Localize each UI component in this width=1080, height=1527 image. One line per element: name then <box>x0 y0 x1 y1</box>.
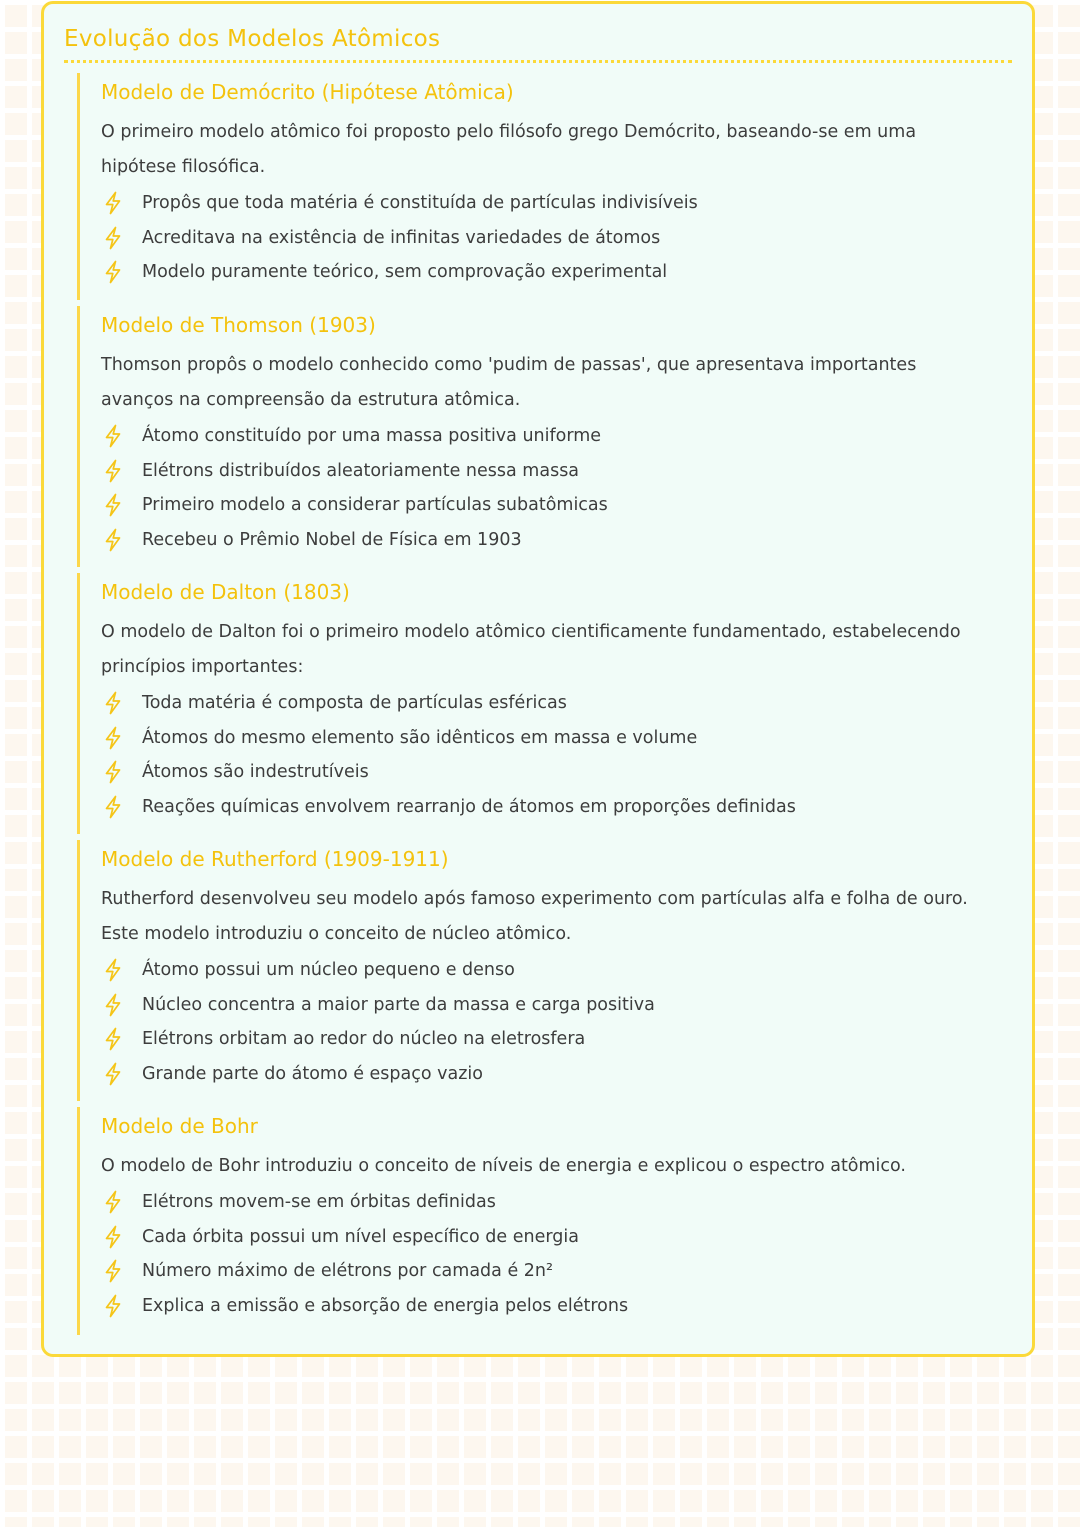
bullet-text: Átomos do mesmo elemento são idênticos em massa e volume <box>142 727 698 748</box>
section-dalton <box>77 573 1012 834</box>
section-democrito <box>77 73 1012 300</box>
lightning-bolt-icon <box>103 493 123 517</box>
content-card <box>41 1 1035 1357</box>
section-heading: Modelo de Rutherford (1909-1911) <box>101 847 449 871</box>
bullet-item <box>101 186 1012 221</box>
bullet-text: Grande parte do átomo é espaço vazio <box>142 1063 483 1084</box>
title-divider <box>64 60 1012 63</box>
lightning-bolt-icon <box>103 1062 123 1086</box>
bullet-item <box>101 686 1012 721</box>
lightning-bolt-icon <box>103 760 123 784</box>
section-description: O modelo de Dalton foi o primeiro modelo atômico cientificamente fundamentado, estabelecendo princípios importantes: <box>101 622 961 677</box>
lightning-bolt-icon <box>103 226 123 250</box>
bullet-item <box>101 255 1012 290</box>
section-heading: Modelo de Demócrito (Hipótese Atômica) <box>101 80 514 104</box>
lightning-bolt-icon <box>103 795 123 819</box>
bullet-text: Explica a emissão e absorção de energia pelos elétrons <box>142 1295 629 1316</box>
bullet-item <box>101 1254 1012 1289</box>
bullet-text: Recebeu o Prêmio Nobel de Física em 1903 <box>142 529 522 550</box>
lightning-bolt-icon <box>103 1259 123 1283</box>
lightning-bolt-icon <box>103 528 123 552</box>
lightning-bolt-icon <box>103 1225 123 1249</box>
bullet-text: Reações químicas envolvem rearranjo de átomos em proporções definidas <box>142 796 796 817</box>
bullet-list <box>101 686 1012 824</box>
section-description: O primeiro modelo atômico foi proposto pelo filósofo grego Demócrito, baseando-se em uma hipótese filosófica. <box>101 122 917 177</box>
bullet-item <box>101 953 1012 988</box>
bullet-list <box>101 419 1012 557</box>
bullet-item <box>101 1185 1012 1220</box>
bullet-list <box>101 186 1012 290</box>
section-thomson <box>77 306 1012 567</box>
bullet-text: Modelo puramente teórico, sem comprovação experimental <box>142 262 668 282</box>
bullet-item <box>101 790 1012 825</box>
bullet-text: Número máximo de elétrons por camada é 2n² <box>142 1261 554 1281</box>
bullet-text: Elétrons movem-se em órbitas definidas <box>142 1192 496 1212</box>
bullet-text: Átomos são indestrutíveis <box>142 762 369 782</box>
bullet-text: Núcleo concentra a maior parte da massa e carga positiva <box>142 994 655 1015</box>
bullet-text: Primeiro modelo a considerar partículas subatômicas <box>142 495 608 515</box>
section-bohr <box>77 1107 1012 1335</box>
lightning-bolt-icon <box>103 958 123 982</box>
bullet-text: Propôs que toda matéria é constituída de partículas indivisíveis <box>142 193 698 213</box>
lightning-bolt-icon <box>103 726 123 750</box>
lightning-bolt-icon <box>103 1027 123 1051</box>
lightning-bolt-icon <box>103 691 123 715</box>
bullet-list <box>101 953 1012 1091</box>
bullet-item <box>101 1220 1012 1255</box>
bullet-item <box>101 488 1012 523</box>
section-heading: Modelo de Dalton (1803) <box>101 580 350 604</box>
bullet-text: Toda matéria é composta de partículas esféricas <box>142 693 567 713</box>
bullet-text: Átomo possui um núcleo pequeno e denso <box>142 960 515 980</box>
bullet-text: Elétrons orbitam ao redor do núcleo na eletrosfera <box>142 1029 586 1049</box>
lightning-bolt-icon <box>103 1190 123 1214</box>
lightning-bolt-icon <box>103 1294 123 1318</box>
lightning-bolt-icon <box>103 993 123 1017</box>
lightning-bolt-icon <box>103 459 123 483</box>
bullet-item <box>101 988 1012 1023</box>
section-heading: Modelo de Thomson (1903) <box>101 313 376 337</box>
bullet-item <box>101 1057 1012 1092</box>
lightning-bolt-icon <box>103 260 123 284</box>
bullet-text: Átomo constituído por uma massa positiva uniforme <box>142 426 602 446</box>
bullet-item <box>101 755 1012 790</box>
section-description: Thomson propôs o modelo conhecido como 'pudim de passas', que apresentava importantes avanços na compreensão da estrutura atômica. <box>101 355 917 410</box>
section-rutherford <box>77 840 1012 1101</box>
bullet-item <box>101 419 1012 454</box>
bullet-item <box>101 221 1012 256</box>
bullet-item <box>101 721 1012 756</box>
bullet-text: Elétrons distribuídos aleatoriamente nessa massa <box>142 460 580 481</box>
bullet-item <box>101 1289 1012 1324</box>
bullet-text: Acreditava na existência de infinitas variedades de átomos <box>142 227 661 248</box>
section-description: O modelo de Bohr introduziu o conceito de níveis de energia e explicou o espectro atômico. <box>101 1156 906 1176</box>
bullet-text: Cada órbita possui um nível específico de energia <box>142 1226 579 1247</box>
page-title: Evolução dos Modelos Atômicos <box>64 26 441 52</box>
bullet-item <box>101 1022 1012 1057</box>
section-heading: Modelo de Bohr <box>101 1114 258 1138</box>
lightning-bolt-icon <box>103 424 123 448</box>
lightning-bolt-icon <box>103 191 123 215</box>
bullet-item <box>101 523 1012 558</box>
bullet-item <box>101 454 1012 489</box>
section-description: Rutherford desenvolveu seu modelo após famoso experimento com partículas alfa e folha de ouro. Este modelo introduziu o conceito de núcleo atômico. <box>101 889 968 944</box>
bullet-list <box>101 1185 1012 1323</box>
